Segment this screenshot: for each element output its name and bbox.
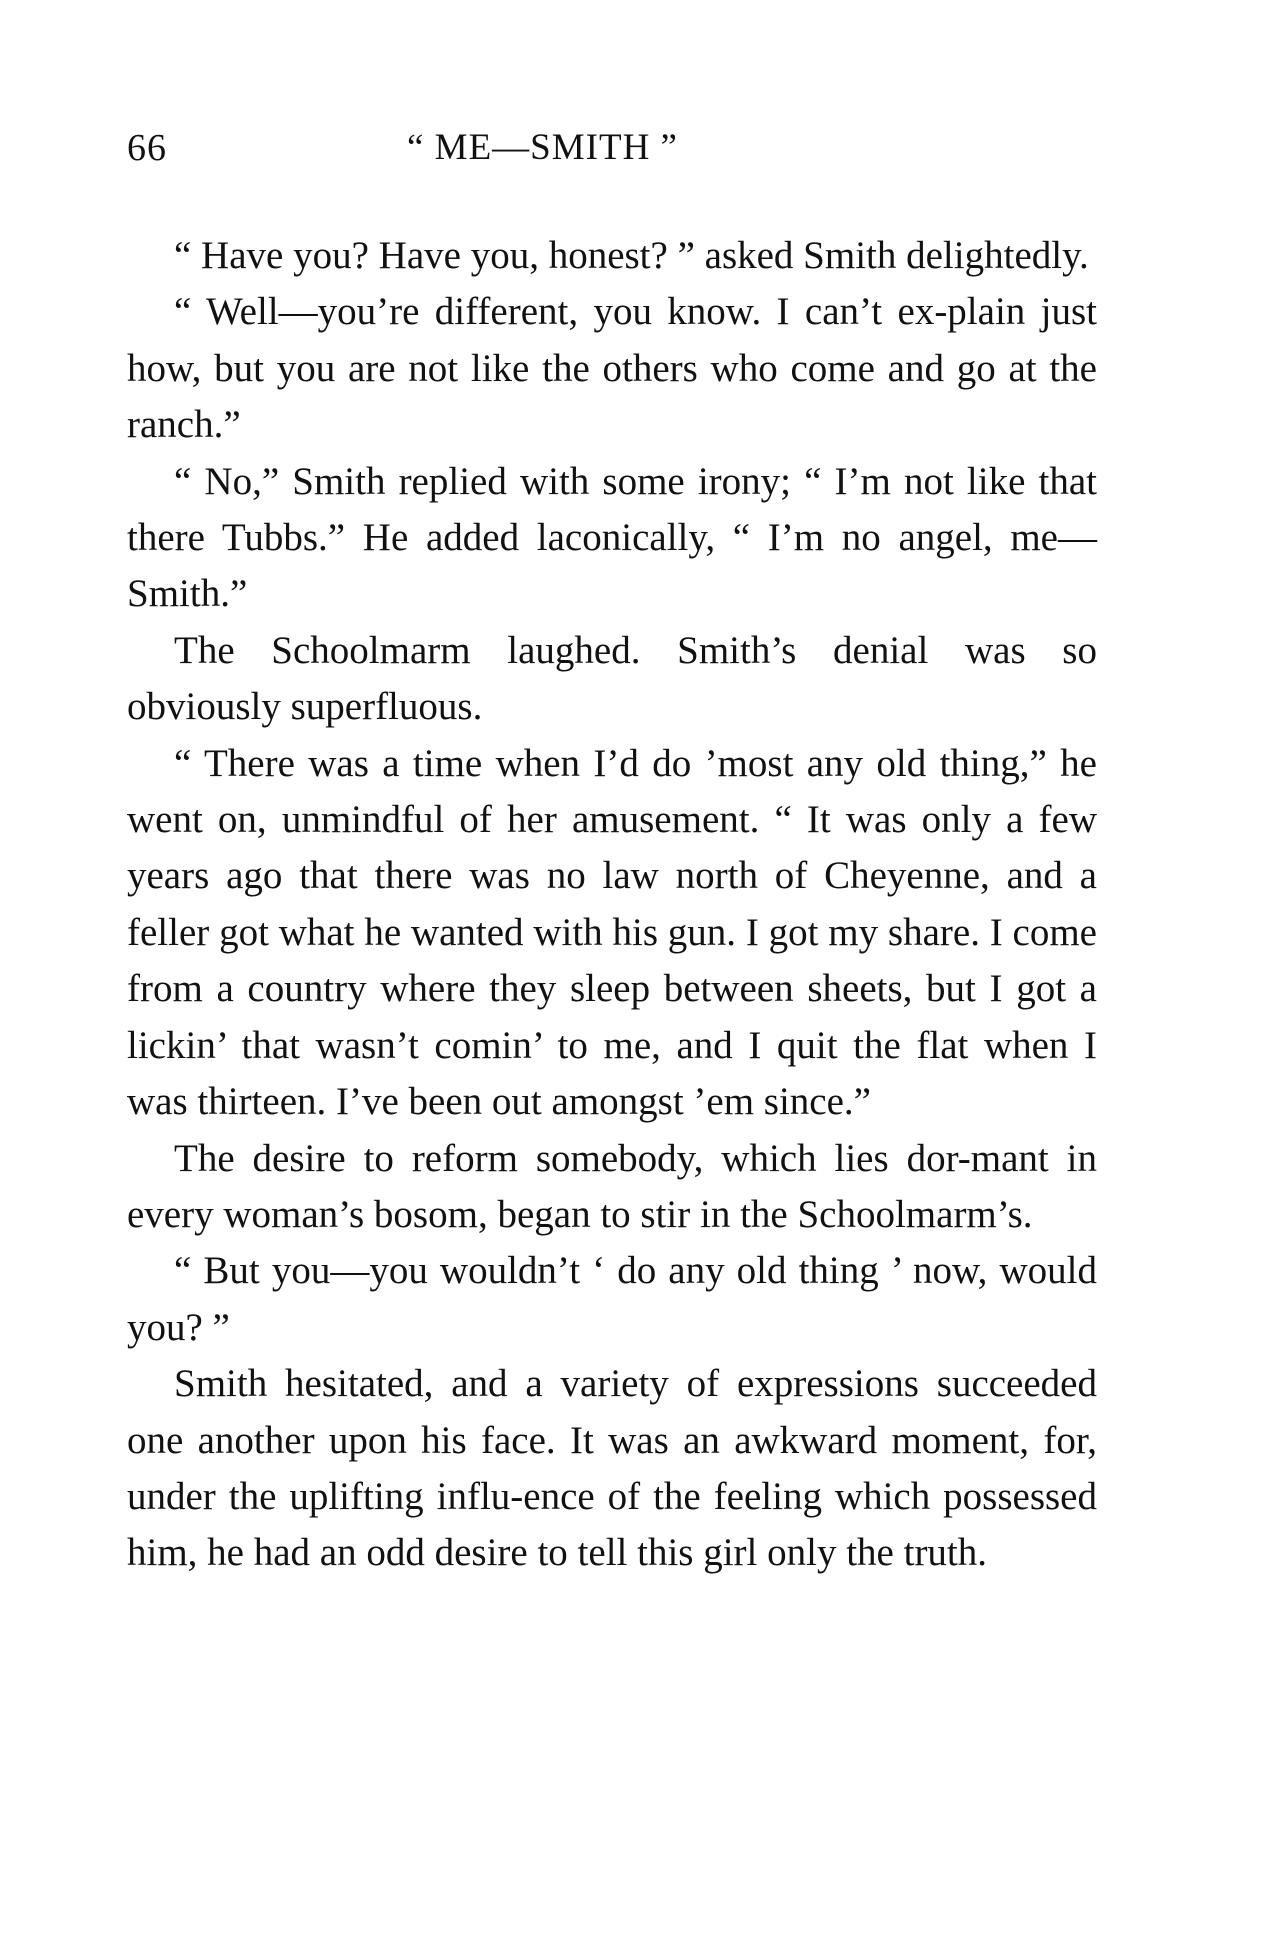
body-text <box>127 228 1097 1582</box>
paragraph: The Schoolmarm laughed. Smith’s denial was so obviously superfluous. <box>127 628 1097 729</box>
paragraph: Smith hesitated, and a variety of expressions succeeded one another upon his face. It was an awkward moment, for, under the uplifting influ-ence of the feeling which possessed him, he had an odd desire to tell this girl only the truth. <box>127 1362 1097 1575</box>
paragraph: “ Have you? Have you, honest? ” asked Smith delightedly. <box>174 234 1089 277</box>
paragraph: “ There was a time when I’d do ’most any old thing,” he went on, unmindful of her amusement. “ It was only a few years ago that there was no law north of Cheyenne, and a feller got what he wanted with his gun. I got my share. I come from a country where they sleep between sheets, but I got a lickin’ that wasn’t comin’ to me, and I quit the flat when I was thirteen. I’ve been out amongst ’em since.” <box>127 741 1097 1124</box>
running-title: “ ME—SMITH ” <box>407 127 678 168</box>
page-number: 66 <box>127 127 167 169</box>
paragraph: “ Well—you’re different, you know. I can’t ex-plain just how, but you are not like the others who come and go at the ranch.” <box>127 290 1097 447</box>
paragraph: “ No,” Smith replied with some irony; “ I’m not like that there Tubbs.” He added laconically, “ I’m no angel, me—Smith.” <box>127 459 1097 616</box>
running-head <box>127 126 1097 176</box>
paragraph: “ But you—you wouldn’t ‘ do any old thing ’ now, would you? ” <box>127 1249 1097 1349</box>
paragraph: The desire to reform somebody, which lies dor-mant in every woman’s bosom, began to stir in the Schoolmarm’s. <box>127 1136 1097 1236</box>
